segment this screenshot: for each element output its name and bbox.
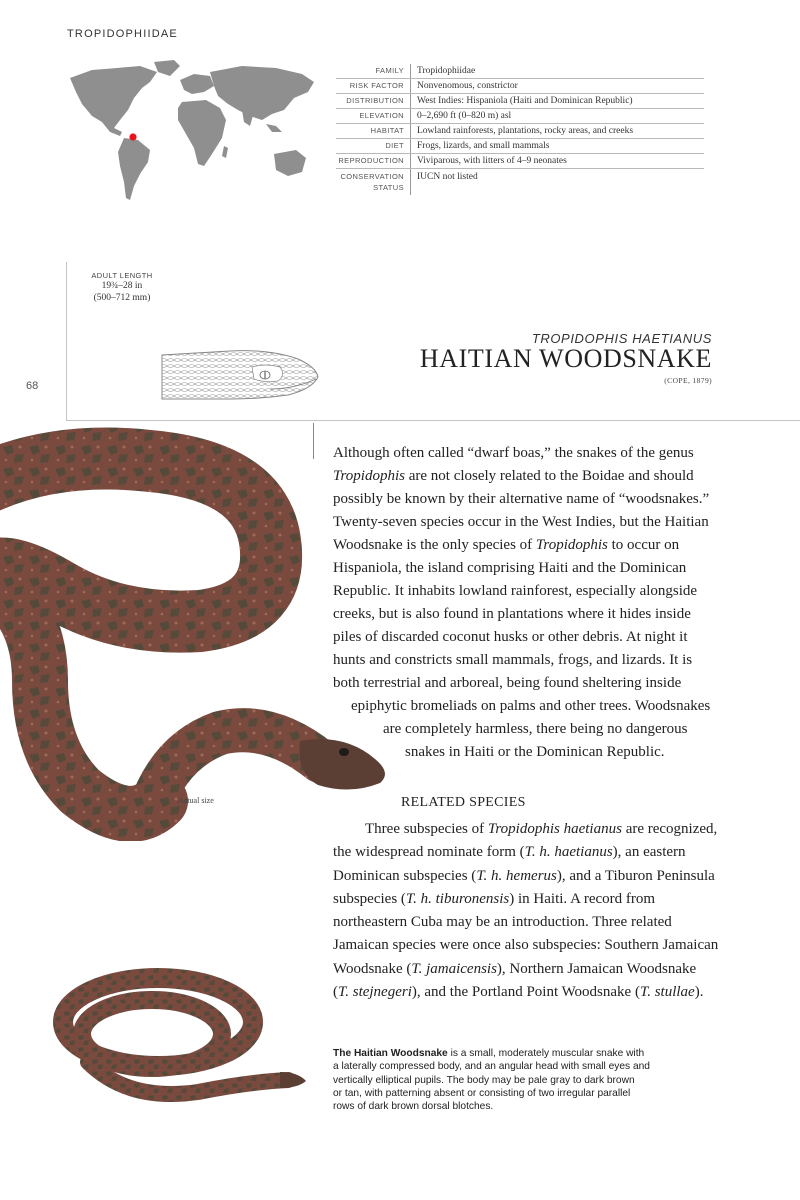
caption-line: a laterally compressed body, and an angular head with small eyes and (333, 1061, 650, 1073)
related-text-line (333, 865, 715, 888)
italic-term: T. h. haetianus (524, 844, 613, 861)
fact-row-elevation (336, 109, 704, 124)
text-run: Woodsnake ( (333, 960, 412, 977)
fact-row-family (336, 64, 704, 79)
body-text-line (333, 603, 711, 626)
body-text-line (333, 442, 711, 465)
text-run: subspecies ( (333, 890, 406, 907)
fact-value: Lowland rainforests, plantations, rocky areas, and creeks (417, 126, 634, 136)
body-text-line (333, 465, 711, 488)
text-run: Woodsnake is the only species of (333, 537, 536, 553)
text-run: piles of discarded coconut husks or other debris. At night it (333, 629, 688, 645)
text-run: possibly be known by their alternative name of “woodsnakes.” (333, 491, 710, 507)
scientific-name: TROPIDOPHIS HAETIANUS (531, 331, 712, 346)
fact-value: Nonvenomous, constrictor (417, 81, 518, 91)
actual-size-label: Actual size (178, 796, 214, 805)
fact-label-line: STATUS (373, 183, 404, 192)
body-text-line (333, 695, 711, 718)
text-run: are recognized, (621, 821, 718, 837)
body-text-line (333, 488, 711, 511)
page-number: 68 (26, 380, 39, 392)
body-text-line (333, 672, 711, 695)
frame-rule-vertical (66, 262, 67, 420)
fact-value: West Indies: Hispaniola (Haiti and Dominican Republic) (417, 96, 633, 106)
fact-label: FAMILY (336, 64, 411, 78)
text-run: are completely harmless, there being no dangerous (383, 721, 688, 737)
text-run: to occur on (607, 537, 680, 553)
body-text (333, 442, 711, 764)
italic-term: Tropidophis (333, 468, 405, 484)
map-landmass (70, 60, 314, 200)
body-text-line (333, 626, 711, 649)
snake-head-drawing (160, 345, 322, 407)
related-text-line (333, 934, 719, 957)
text-run: Twenty-seven species occur in the West Indies, but the Haitian (333, 514, 709, 530)
fact-label: ELEVATION (336, 109, 411, 123)
body-text-line (333, 741, 711, 764)
fact-row-diet (336, 139, 704, 154)
text-run: the widespread nominate form ( (333, 844, 525, 861)
adult-length-metric: (500–712 mm) (93, 293, 151, 303)
text-run: Dominican subspecies ( (333, 867, 477, 884)
fact-row-distribution (336, 94, 704, 109)
distribution-map (62, 58, 322, 208)
fact-row-reproduction (336, 154, 704, 169)
text-run: Three subspecies of (365, 821, 488, 837)
text-run: ), an eastern (612, 844, 686, 861)
fact-label: RISK FACTOR (336, 79, 411, 93)
text-run: Hispaniola, the island comprising Haiti and the Dominican (333, 560, 687, 576)
body-text-line (333, 511, 711, 534)
caption-line: or tan, with patterning absent or consisting of two irregular parallel (333, 1087, 631, 1099)
text-run: creeks, but is also found in plantations where it hides inside (333, 606, 691, 622)
text-run: hunts and constricts small mammals, frogs, and lizards. It is (333, 652, 693, 668)
caption-lead: The Haitian Woodsnake (333, 1048, 448, 1059)
related-text-line (333, 958, 711, 981)
fact-label: HABITAT (336, 124, 411, 138)
related-text-line (333, 818, 718, 841)
text-run: ( (333, 984, 338, 1001)
fact-label: DIET (336, 139, 411, 153)
caption-line: vertically elliptical pupils. The body may be pale gray to dark brown (333, 1074, 635, 1086)
fact-row-risk (336, 79, 704, 94)
photo-caption (333, 1047, 703, 1113)
italic-term: T. stejnegeri (338, 984, 412, 1001)
italic-term: T. h. tiburonensis (405, 890, 510, 907)
italic-term: T. stullae (639, 984, 695, 1001)
fact-table (336, 64, 704, 195)
adult-length (80, 271, 164, 304)
italic-term: T. jamaicensis (411, 960, 497, 977)
fact-label-line: CONSERVATION (340, 172, 404, 181)
related-text-line (333, 841, 711, 864)
related-text-line (333, 981, 711, 1004)
fact-row-conservation (336, 169, 704, 195)
fact-value: IUCN not listed (417, 172, 478, 182)
text-run: ). (694, 984, 704, 1001)
snake-photo-coiled (48, 962, 308, 1120)
body-text-line (333, 649, 711, 672)
caption-line: is a small, moderately muscular snake with (447, 1048, 645, 1059)
body-text-line (333, 534, 711, 557)
text-run: Jamaican species were once also subspecies: Southern Jamaican (333, 937, 719, 954)
family-header: TROPIDOPHIIDAE (67, 28, 178, 40)
fact-row-habitat (336, 124, 704, 139)
body-text-line (333, 718, 711, 741)
adult-length-imperial: 19¾–28 in (101, 281, 143, 291)
common-name: HAITIAN WOODSNAKE (419, 344, 712, 373)
text-run: ), and the Portland Point Woodsnake ( (411, 984, 640, 1001)
italic-term: T. h. hemerus (476, 867, 557, 884)
text-run: epiphytic bromeliads on palms and other trees. Woodsnakes (351, 698, 711, 714)
distribution-marker (129, 133, 136, 140)
related-text-line (333, 888, 711, 911)
text-run: are not closely related to the Boidae and should (404, 468, 694, 484)
text-run: northeastern Cuba may be an introduction. Three related (333, 914, 672, 931)
fact-value: Viviparous, with litters of 4–9 neonates (417, 156, 567, 166)
text-run: ), Northern Jamaican Woodsnake (496, 960, 697, 977)
fact-label: DISTRIBUTION (336, 94, 411, 108)
related-text-line (333, 911, 711, 934)
fact-value: Frogs, lizards, and small mammals (417, 141, 550, 151)
fact-value: 0–2,690 ft (0–820 m) asl (417, 111, 512, 121)
text-run: snakes in Haiti or the Dominican Republic. (405, 744, 665, 760)
italic-term: Tropidophis (535, 537, 608, 553)
fact-label (336, 169, 411, 195)
body-text-line (333, 580, 711, 603)
species-authority: (COPE, 1879) (664, 376, 712, 385)
text-run: ) in Haiti. A record from (509, 890, 656, 907)
fact-label: REPRODUCTION (336, 154, 411, 168)
related-species-text (333, 818, 719, 1004)
text-run: Republic. It inhabits lowland rainforest, especially alongside (333, 583, 698, 599)
italic-term: Tropidophis haetianus (487, 821, 622, 837)
text-run: both terrestrial and arboreal, being found sheltering inside (333, 675, 682, 691)
adult-length-label: ADULT LENGTH (91, 271, 153, 280)
fact-value: Tropidophiidae (417, 66, 476, 76)
related-species-heading: RELATED SPECIES (401, 795, 526, 810)
text-run: ), and a Tiburon Peninsula (556, 867, 715, 884)
caption-line: rows of dark brown dorsal blotches. (333, 1101, 494, 1113)
body-text-line (333, 557, 711, 580)
text-run: Although often called “dwarf boas,” the snakes of the genus (333, 445, 694, 461)
